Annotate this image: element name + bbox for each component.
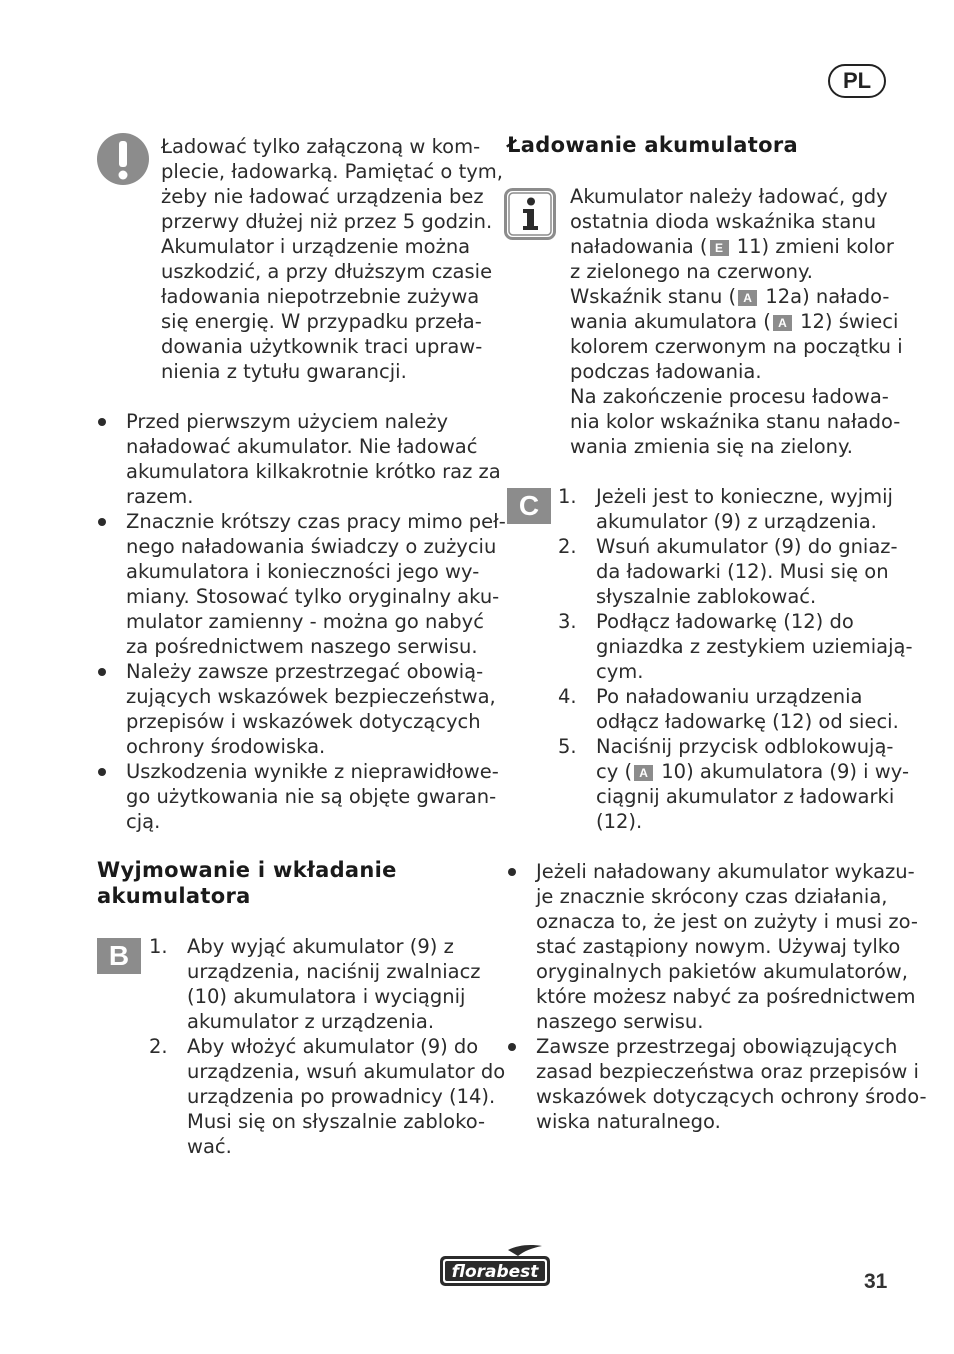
step-number: 2. <box>558 535 577 558</box>
warning-line: ładowania niepotrzebnie zużywa <box>161 285 480 308</box>
step-line: urządzenia po prowadnicy (14). <box>187 1085 496 1108</box>
step-line: wać. <box>187 1135 232 1158</box>
section-heading-removal-line2: akumulatora <box>97 884 251 908</box>
step-number: 1. <box>558 485 577 508</box>
info-line: nia kolor wskaźnika stanu nałado- <box>570 410 901 433</box>
step-line: cy ( A 10) akumulatora (9) i wy- <box>596 760 909 783</box>
step-line: Aby włożyć akumulator (9) do <box>187 1035 479 1058</box>
bullet-line: wiska naturalnego. <box>536 1110 721 1133</box>
figure-ref-a: A <box>773 315 792 331</box>
warning-line: Ładować tylko załączoną w kom- <box>161 135 481 158</box>
bullet-line: wskazówek dotyczących ochrony środo- <box>536 1085 927 1108</box>
step-number: 4. <box>558 685 577 708</box>
bullet-line: zasad bezpieczeństwa oraz przepisów i <box>536 1060 919 1083</box>
bullet-dot <box>98 418 106 426</box>
bullet-line: mulator zamienny - można go nabyć <box>126 610 484 633</box>
step-number: 5. <box>558 735 577 758</box>
florabest-logo <box>438 1244 552 1288</box>
step-line: (12). <box>596 810 643 833</box>
bullet-line: stać zastąpiony nowym. Używaj tylko <box>536 935 901 958</box>
warning-line: plecie, ładowarką. Pamiętać o tym, <box>161 160 503 183</box>
bullet-line: oryginalnych pakietów akumulatorów, <box>536 960 908 983</box>
info-line: podczas ładowania. <box>570 360 762 383</box>
warning-line: uszkodzić, a przy dłuższym czasie <box>161 260 493 283</box>
bullet-line: które możesz nabyć za pośrednictwem <box>536 985 916 1008</box>
step-line: gniazdka z zestykiem uziemiają- <box>596 635 913 658</box>
step-number: 1. <box>149 935 168 958</box>
bullet-line: Uszkodzenia wynikłe z nieprawidłowe- <box>126 760 499 783</box>
step-number: 2. <box>149 1035 168 1058</box>
bullet-line: akumulatora kilkakrotnie krótko raz za <box>126 460 501 483</box>
step-line: akumulator (9) z urządzenia. <box>596 510 877 533</box>
figure-c-badge: C <box>507 488 551 524</box>
figure-ref-a: A <box>634 765 653 781</box>
section-heading-removal: Wyjmowanie i wkładanie <box>97 858 397 882</box>
step-line: Aby wyjąć akumulator (9) z <box>187 935 454 958</box>
bullet-line: naszego serwisu. <box>536 1010 704 1033</box>
bullet-line: za pośrednictwem naszego serwisu. <box>126 635 478 658</box>
step-line: Musi się on słyszalnie zabloko- <box>187 1110 486 1133</box>
bullet-dot <box>508 868 516 876</box>
warning-line: dowania użytkownik traci upraw- <box>161 335 483 358</box>
step-line: Wsuń akumulator (9) do gniaz- <box>596 535 898 558</box>
info-icon <box>504 188 556 240</box>
bullet-line: przepisów i wskazówek dotyczących <box>126 710 481 733</box>
warning-icon <box>97 132 149 186</box>
section-heading-charging: Ładowanie akumulatora <box>507 133 798 157</box>
warning-line: żeby nie ładować urządzenia bez <box>161 185 484 208</box>
logo-text: florabest <box>451 1262 539 1282</box>
bullet-line: akumulatora i konieczności jego wy- <box>126 560 480 583</box>
step-line: urządzenia, wsuń akumulator do <box>187 1060 506 1083</box>
step-line: da ładowarki (12). Musi się on <box>596 560 889 583</box>
info-line: ostatnia dioda wskaźnika stanu <box>570 210 877 233</box>
info-line: wania akumulatora ( A 12) świeci <box>570 310 899 333</box>
bullet-line: cją. <box>126 810 161 833</box>
bullet-line: nego naładowania świadczy o zużyciu <box>126 535 497 558</box>
bullet-line: oznacza to, że jest on zużyty i musi zo- <box>536 910 918 933</box>
info-line: z zielonego na czerwony. <box>570 260 813 283</box>
step-line: odłącz ładowarkę (12) od sieci. <box>596 710 899 733</box>
bullet-dot <box>98 768 106 776</box>
info-line: Wskaźnik stanu ( A 12a) nałado- <box>570 285 890 308</box>
info-line: kolorem czerwonym na początku i <box>570 335 903 358</box>
bullet-dot <box>98 518 106 526</box>
step-line: Jeżeli jest to konieczne, wyjmij <box>596 485 893 508</box>
bullet-line: je znacznie skrócony czas działania, <box>536 885 888 908</box>
bullet-dot <box>98 668 106 676</box>
bullet-line: go użytkowania nie są objęte gwaran- <box>126 785 497 808</box>
bullet-line: Jeżeli naładowany akumulator wykazu- <box>536 860 915 883</box>
bullet-dot <box>508 1043 516 1051</box>
step-number: 3. <box>558 610 577 633</box>
step-line: (10) akumulatora i wyciągnij <box>187 985 466 1008</box>
bullet-line: naładować akumulator. Nie ładować <box>126 435 478 458</box>
bullet-line: Należy zawsze przestrzegać obowią- <box>126 660 484 683</box>
step-line: akumulator z urządzenia. <box>187 1010 435 1033</box>
warning-line: się energię. W przypadku przeła- <box>161 310 482 333</box>
info-line: naładowania ( E 11) zmieni kolor <box>570 235 894 258</box>
info-line: Akumulator należy ładować, gdy <box>570 185 888 208</box>
bullet-line: Przed pierwszym użyciem należy <box>126 410 449 433</box>
bullet-line: razem. <box>126 485 194 508</box>
step-line: ciągnij akumulator z ładowarki <box>596 785 895 808</box>
bullet-line: Znacznie krótszy czas pracy mimo peł- <box>126 510 506 533</box>
language-badge: PL <box>828 64 886 98</box>
page-number: 31 <box>864 1270 888 1293</box>
figure-ref-e: E <box>710 240 729 256</box>
info-line: wania zmienia się na zielony. <box>570 435 853 458</box>
warning-line: Akumulator i urządzenie można <box>161 235 471 258</box>
info-line: Na zakończenie procesu ładowa- <box>570 385 889 408</box>
warning-line: przerwy dłużej niż przez 5 godzin. <box>161 210 493 233</box>
bullet-line: Zawsze przestrzegaj obowiązujących <box>536 1035 898 1058</box>
warning-line: nienia z tytułu gwarancji. <box>161 360 407 383</box>
step-line: Naciśnij przycisk odblokowują- <box>596 735 894 758</box>
bullet-line: ochrony środowiska. <box>126 735 326 758</box>
bullet-line: miany. Stosować tylko oryginalny aku- <box>126 585 500 608</box>
step-line: Podłącz ładowarkę (12) do <box>596 610 854 633</box>
step-line: cym. <box>596 660 644 683</box>
step-line: urządzenia, naciśnij zwalniacz <box>187 960 481 983</box>
step-line: Po naładowaniu urządzenia <box>596 685 863 708</box>
figure-ref-a: A <box>738 290 757 306</box>
bullet-line: zujących wskazówek bezpieczeństwa, <box>126 685 496 708</box>
figure-b-badge: B <box>97 938 141 974</box>
step-line: słyszalnie zablokować. <box>596 585 817 608</box>
